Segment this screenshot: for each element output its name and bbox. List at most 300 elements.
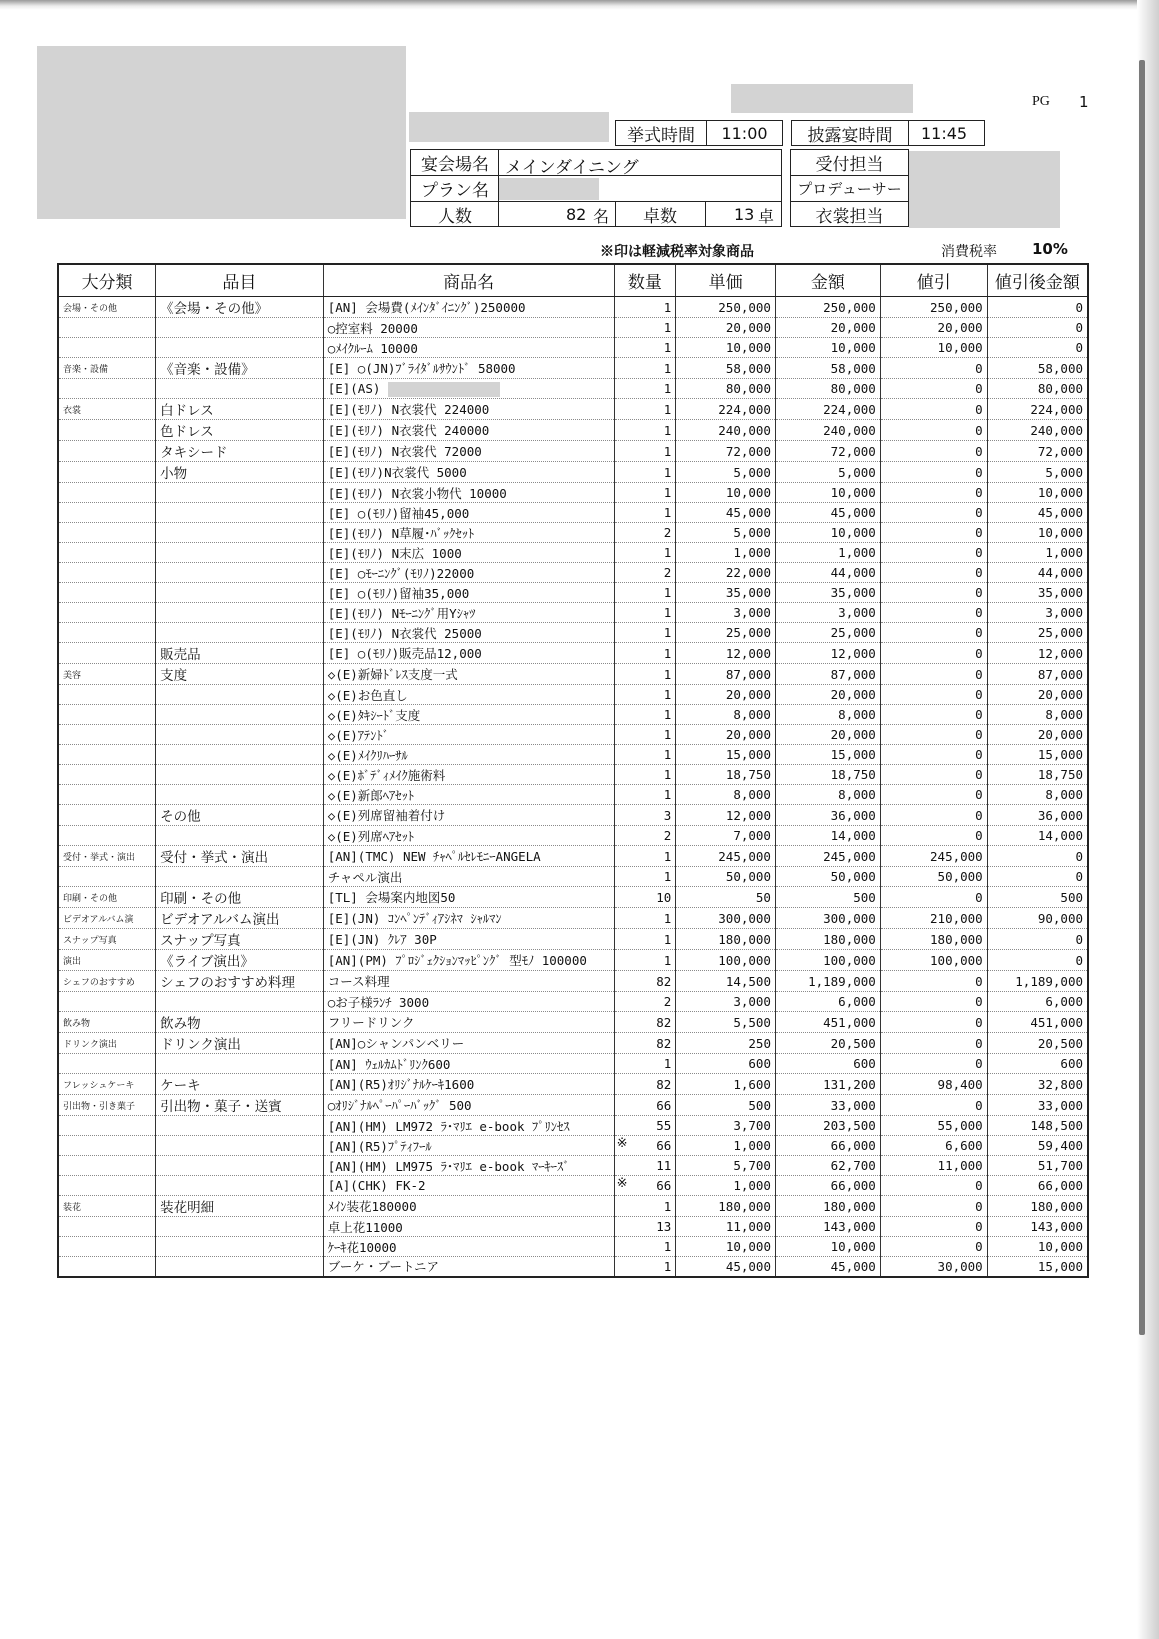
discount-cell-text: 0 — [975, 545, 983, 560]
table-row — [58, 1237, 1088, 1257]
unit-price-cell-text: 58,000 — [725, 360, 771, 376]
item-cell — [156, 826, 324, 846]
ceremony-time-value: 11:00 — [706, 120, 783, 146]
net-amount-cell — [987, 379, 1088, 399]
unit-price-cell — [676, 1176, 776, 1196]
category-cell — [58, 503, 156, 523]
net-amount-cell — [987, 685, 1088, 705]
table-row — [58, 483, 1088, 503]
discount-cell-text: 0 — [975, 485, 983, 500]
unit-price-cell-text: 10,000 — [725, 1239, 771, 1254]
quantity-cell — [614, 805, 676, 826]
item-cell — [156, 1136, 324, 1156]
amount-cell — [775, 462, 880, 483]
amount-cell-text: 20,000 — [830, 320, 876, 335]
amount-cell — [775, 297, 880, 318]
net-amount-cell — [987, 664, 1088, 685]
discount-cell — [880, 338, 987, 358]
reception-time-label: 披露宴時間 — [791, 120, 909, 146]
quantity-cell — [614, 1196, 676, 1217]
net-amount-cell — [987, 908, 1088, 929]
unit-price-cell — [676, 1116, 776, 1136]
quantity-cell — [614, 950, 676, 971]
table-row — [58, 318, 1088, 338]
product-name-cell-text: [E](AS) — [327, 380, 381, 396]
unit-price-cell — [676, 1136, 776, 1156]
amount-cell-text: 14,000 — [830, 828, 876, 843]
item-cell — [156, 603, 324, 623]
table-row — [58, 399, 1088, 420]
unit-price-cell-text: 180,000 — [718, 931, 771, 947]
net-amount-cell-text: 600 — [1060, 1056, 1083, 1071]
table-row — [58, 908, 1088, 929]
discount-cell — [880, 887, 987, 908]
net-amount-cell-text: 35,000 — [1037, 585, 1083, 600]
category-cell — [58, 785, 156, 805]
redacted-vendor-name — [388, 382, 500, 397]
net-amount-cell-text: 32,800 — [1037, 1076, 1083, 1092]
page-label: PG — [1032, 94, 1050, 109]
item-cell-text: 小物 — [160, 466, 188, 482]
unit-price-cell-text: 72,000 — [725, 443, 771, 459]
unit-price-cell — [676, 462, 776, 483]
product-name-cell-text: ◇(E)列席ﾍｱｾｯﾄ — [327, 828, 415, 844]
product-name-cell — [323, 399, 614, 420]
category-cell — [58, 1095, 156, 1116]
category-cell-text: ビデオアルバム演 — [63, 914, 134, 925]
net-amount-cell — [987, 1176, 1088, 1196]
item-cell — [156, 1095, 324, 1116]
item-cell — [156, 503, 324, 523]
net-amount-cell — [987, 805, 1088, 826]
unit-price-cell-text: 35,000 — [725, 585, 771, 600]
product-name-cell — [323, 503, 614, 523]
net-amount-cell — [987, 523, 1088, 543]
unit-price-cell — [676, 950, 776, 971]
product-name-cell-text: [AN](R5)ﾌﾟﾃｨﾌｰﾙ — [327, 1138, 432, 1154]
product-name-cell-text: [E](ﾓﾘﾉ)N衣裳代 5000 — [327, 465, 467, 480]
discount-cell-text: 0 — [975, 605, 983, 620]
quantity-cell — [614, 297, 676, 318]
amount-cell — [775, 805, 880, 826]
discount-cell-text: 210,000 — [930, 910, 983, 926]
unit-price-cell — [676, 1257, 776, 1277]
quantity-cell — [614, 420, 676, 441]
category-cell — [58, 358, 156, 379]
discount-cell — [880, 399, 987, 420]
item-cell-text: その他 — [160, 809, 201, 825]
quantity-cell — [614, 685, 676, 705]
net-amount-cell-text: 8,000 — [1045, 787, 1083, 802]
quantity-cell-text: 82 — [656, 1076, 672, 1092]
product-name-cell — [323, 338, 614, 358]
unit-price-cell-text: 600 — [748, 1056, 771, 1071]
net-amount-cell-text: 1,000 — [1045, 545, 1083, 560]
category-cell — [58, 805, 156, 826]
product-name-cell — [323, 1257, 614, 1277]
unit-price-cell — [676, 441, 776, 462]
product-name-cell-text: [A](CHK) FK-2 — [327, 1178, 426, 1193]
discount-cell — [880, 705, 987, 725]
net-amount-cell — [987, 399, 1088, 420]
table-row — [58, 1074, 1088, 1095]
quantity-cell-text: 1 — [663, 1056, 672, 1071]
unit-price-cell — [676, 1095, 776, 1116]
quantity-cell — [614, 992, 676, 1012]
table-row — [58, 623, 1088, 643]
discount-cell-text: 50,000 — [937, 869, 983, 884]
net-amount-cell-text: 15,000 — [1037, 1258, 1083, 1274]
quantity-cell-text: 1 — [663, 545, 672, 560]
unit-price-cell-text: 250 — [748, 1035, 771, 1051]
producer-label: プロデューサー — [797, 180, 902, 198]
discount-cell-text: 0 — [975, 625, 983, 640]
amount-cell-text: 87,000 — [830, 666, 876, 682]
quantity-cell-text: 2 — [663, 525, 672, 540]
net-amount-cell-text: 44,000 — [1037, 565, 1083, 580]
category-cell — [58, 297, 156, 318]
product-name-cell — [323, 1095, 614, 1116]
amount-cell — [775, 929, 880, 950]
discount-cell-text: 11,000 — [937, 1158, 983, 1173]
net-amount-cell — [987, 725, 1088, 745]
item-cell — [156, 297, 324, 318]
category-cell — [58, 971, 156, 992]
product-name-cell-text: [E](JN) ｸﾚｱ 30P — [327, 932, 437, 947]
product-name-cell-text: ○ﾒｲｸﾙｰﾑ 10000 — [327, 340, 418, 356]
amount-cell — [775, 563, 880, 583]
product-name-cell — [323, 1116, 614, 1136]
discount-cell — [880, 379, 987, 399]
discount-cell — [880, 603, 987, 623]
unit-price-cell — [676, 563, 776, 583]
amount-cell-text: 131,200 — [823, 1076, 876, 1092]
product-name-cell-text: [E] ○(ﾓﾘﾉ)留袖35,000 — [327, 585, 470, 601]
table-row — [58, 338, 1088, 358]
discount-cell — [880, 908, 987, 929]
discount-cell-text: 0 — [975, 422, 983, 438]
quantity-cell-text: 1 — [663, 727, 672, 742]
table-row — [58, 563, 1088, 583]
category-cell-text: 飲み物 — [63, 1018, 91, 1029]
discount-cell — [880, 785, 987, 805]
product-name-cell — [323, 785, 614, 805]
item-cell-text: 印刷・その他 — [160, 891, 242, 907]
category-cell — [58, 399, 156, 420]
redacted-staff-names — [909, 151, 1060, 228]
amount-cell — [775, 1237, 880, 1257]
item-cell — [156, 318, 324, 338]
item-cell-text: シェフのおすすめ料理 — [160, 975, 296, 991]
unit-price-cell — [676, 358, 776, 379]
net-amount-cell — [987, 441, 1088, 462]
amount-cell-text: 20,000 — [830, 727, 876, 742]
product-name-cell — [323, 971, 614, 992]
product-name-cell — [323, 1217, 614, 1237]
amount-cell — [775, 1257, 880, 1277]
table-row — [58, 805, 1088, 826]
quantity-cell — [614, 583, 676, 603]
product-name-cell-text: [TL] 会場案内地図50 — [327, 890, 456, 905]
discount-cell-text: 0 — [975, 1219, 983, 1234]
quantity-cell — [614, 543, 676, 563]
product-name-cell-text: [E] ○(ﾓﾘﾉ)留袖45,000 — [327, 505, 470, 521]
category-cell — [58, 1156, 156, 1176]
quantity-cell — [614, 338, 676, 358]
item-cell — [156, 1156, 324, 1176]
net-amount-cell-text: 59,400 — [1037, 1138, 1083, 1153]
unit-price-cell-text: 8,000 — [733, 787, 771, 802]
guests-count: 82 — [566, 205, 587, 224]
net-amount-cell-text: 20,000 — [1037, 687, 1083, 702]
unit-price-cell-text: 22,000 — [725, 565, 771, 580]
unit-price-cell-text: 20,000 — [725, 320, 771, 335]
table-row — [58, 1136, 1088, 1156]
item-cell — [156, 685, 324, 705]
product-name-cell — [323, 543, 614, 563]
quantity-cell — [614, 523, 676, 543]
quantity-cell — [614, 1074, 676, 1095]
product-name-cell-text: [AN](PM) ﾌﾟﾛｼﾞｪｸｼｮﾝﾏｯﾋﾟﾝｸﾞ 型ﾓﾉ 100000 — [327, 953, 587, 968]
discount-cell-text: 0 — [975, 1239, 983, 1254]
amount-cell — [775, 785, 880, 805]
category-cell — [58, 826, 156, 846]
discount-cell-text: 0 — [975, 585, 983, 600]
quantity-cell-text: 66 — [656, 1097, 672, 1113]
quantity-cell-text: 1 — [663, 787, 672, 802]
net-amount-cell-text: 66,000 — [1037, 1178, 1083, 1193]
amount-cell-text: 62,700 — [830, 1158, 876, 1173]
quantity-cell-text: 2 — [663, 994, 672, 1009]
amount-cell — [775, 867, 880, 887]
category-cell — [58, 1176, 156, 1196]
quantity-cell-text: 1 — [663, 401, 672, 417]
tables-count: 13 — [734, 205, 755, 224]
quantity-cell-text: 1 — [663, 767, 672, 782]
discount-cell — [880, 1095, 987, 1116]
product-name-cell-text: ﾒｲﾝ装花180000 — [327, 1199, 417, 1214]
net-amount-cell — [987, 1217, 1088, 1237]
quantity-cell-text: 1 — [663, 931, 672, 947]
column-header-quantity: 数量 — [614, 264, 676, 297]
quantity-cell-text: 82 — [656, 1014, 672, 1030]
product-name-cell — [323, 929, 614, 950]
amount-cell-text: 600 — [853, 1056, 876, 1071]
quantity-cell-text: 11 — [656, 1158, 672, 1173]
unit-price-cell — [676, 971, 776, 992]
quantity-cell — [614, 1095, 676, 1116]
table-row — [58, 603, 1088, 623]
amount-cell-text: 6,000 — [838, 994, 876, 1009]
discount-cell — [880, 483, 987, 503]
product-name-cell — [323, 1033, 614, 1054]
net-amount-cell — [987, 462, 1088, 483]
discount-cell — [880, 1116, 987, 1136]
discount-cell-text: 55,000 — [937, 1118, 983, 1133]
product-name-cell-text: ○お子様ﾗﾝﾁ 3000 — [327, 994, 430, 1010]
table-row — [58, 1033, 1088, 1054]
quantity-cell — [614, 745, 676, 765]
unit-price-cell-text: 1,000 — [733, 1138, 771, 1153]
net-amount-cell — [987, 503, 1088, 523]
quantity-cell-text: 82 — [656, 1035, 672, 1051]
quantity-cell — [614, 623, 676, 643]
quantity-cell — [614, 867, 676, 887]
unit-price-cell — [676, 503, 776, 523]
discount-cell-text: 10,000 — [937, 340, 983, 355]
amount-cell-text: 33,000 — [830, 1097, 876, 1113]
discount-cell — [880, 623, 987, 643]
product-name-cell-text: ○ｵﾘｼﾞﾅﾙﾍﾟｰﾊﾟｰﾊﾞｯｸﾞ 500 — [327, 1098, 472, 1113]
net-amount-cell-text: 20,000 — [1037, 727, 1083, 742]
unit-price-cell — [676, 543, 776, 563]
table-row — [58, 503, 1088, 523]
product-name-cell-text: ｹｰｷ花10000 — [327, 1239, 397, 1255]
quantity-cell-text: 1 — [663, 747, 672, 762]
quantity-cell — [614, 399, 676, 420]
product-name-cell-text: [E](ﾓﾘﾉ) N草履･ﾊﾞｯｸｾｯﾄ — [327, 525, 475, 541]
net-amount-cell — [987, 1136, 1088, 1156]
discount-cell-text: 0 — [975, 381, 983, 396]
amount-cell — [775, 745, 880, 765]
net-amount-cell — [987, 483, 1088, 503]
net-amount-cell — [987, 971, 1088, 992]
unit-price-cell — [676, 297, 776, 318]
product-name-cell-text: [E] ○ﾓｰﾆﾝｸﾞ(ﾓﾘﾉ)22000 — [327, 565, 475, 581]
category-cell-text: 演出 — [63, 956, 82, 967]
discount-cell-text: 0 — [975, 687, 983, 702]
unit-price-cell-text: 18,750 — [725, 767, 771, 782]
net-amount-cell — [987, 1237, 1088, 1257]
unit-price-cell-text: 1,000 — [733, 1178, 771, 1193]
scan-edge-bar — [1139, 60, 1145, 1335]
item-cell — [156, 1257, 324, 1277]
unit-price-cell — [676, 664, 776, 685]
amount-cell — [775, 483, 880, 503]
net-amount-cell-text: 500 — [1060, 889, 1083, 905]
item-cell — [156, 908, 324, 929]
quantity-cell — [614, 971, 676, 992]
quantity-cell-text: 13 — [656, 1219, 672, 1234]
quantity-cell — [614, 462, 676, 483]
net-amount-cell-text: 0 — [1075, 952, 1083, 968]
unit-price-cell — [676, 929, 776, 950]
item-cell — [156, 765, 324, 785]
product-name-cell — [323, 725, 614, 745]
unit-price-cell — [676, 705, 776, 725]
item-cell — [156, 1196, 324, 1217]
unit-price-cell — [676, 379, 776, 399]
discount-cell-text: 0 — [975, 525, 983, 540]
discount-cell-text: 0 — [975, 787, 983, 802]
discount-cell-text: 0 — [975, 767, 983, 782]
item-cell-text: 《会場・その他》 — [160, 301, 269, 317]
unit-price-cell-text: 14,500 — [725, 973, 771, 989]
unit-price-cell — [676, 992, 776, 1012]
product-name-cell — [323, 1074, 614, 1095]
unit-price-cell — [676, 1012, 776, 1033]
table-row — [58, 1196, 1088, 1217]
amount-cell-text: 45,000 — [830, 1258, 876, 1274]
discount-cell — [880, 971, 987, 992]
item-cell — [156, 705, 324, 725]
amount-cell-text: 180,000 — [823, 1198, 876, 1214]
discount-cell — [880, 664, 987, 685]
product-name-cell-text: [AN](HM) LM975 ﾗ･ﾏﾘｴ e-book ﾏｰｷｰｽﾞ — [327, 1158, 570, 1174]
category-cell — [58, 1136, 156, 1156]
category-cell — [58, 623, 156, 643]
quantity-cell — [614, 765, 676, 785]
item-cell — [156, 338, 324, 358]
item-cell — [156, 441, 324, 462]
net-amount-cell-text: 0 — [1075, 869, 1083, 884]
product-name-cell-text: ◇(E)お色直し — [327, 687, 408, 703]
unit-price-cell-text: 20,000 — [725, 727, 771, 742]
net-amount-cell-text: 180,000 — [1030, 1198, 1083, 1214]
product-name-cell-text: ブーケ・ブートニア — [327, 1259, 439, 1275]
unit-price-cell — [676, 1054, 776, 1074]
category-cell — [58, 379, 156, 399]
product-name-cell-text: ◇(E)ｱﾃﾝﾄﾞ — [327, 727, 390, 743]
quantity-cell — [614, 846, 676, 867]
venue-value: メインダイニング — [505, 158, 639, 178]
tables-label: 卓数 — [643, 206, 677, 227]
table-row — [58, 462, 1088, 483]
discount-cell — [880, 643, 987, 664]
category-cell — [58, 725, 156, 745]
quantity-cell — [614, 664, 676, 685]
quantity-cell — [614, 826, 676, 846]
quantity-cell-text: 1 — [663, 645, 672, 661]
unit-price-cell-text: 20,000 — [725, 687, 771, 702]
table-row — [58, 583, 1088, 603]
unit-price-cell — [676, 685, 776, 705]
discount-cell-text: 0 — [975, 443, 983, 459]
amount-cell — [775, 908, 880, 929]
unit-price-cell-text: 80,000 — [725, 381, 771, 396]
amount-cell-text: 44,000 — [830, 565, 876, 580]
net-amount-cell — [987, 765, 1088, 785]
category-cell — [58, 643, 156, 664]
quantity-cell — [614, 563, 676, 583]
amount-cell-text: 245,000 — [823, 848, 876, 864]
net-amount-cell — [987, 543, 1088, 563]
quantity-cell — [614, 379, 676, 399]
item-cell — [156, 1033, 324, 1054]
net-amount-cell-text: 18,750 — [1037, 767, 1083, 782]
item-cell — [156, 623, 324, 643]
product-name-cell-text: フリードリンク — [327, 1015, 415, 1030]
quantity-cell — [614, 1054, 676, 1074]
item-cell — [156, 664, 324, 685]
unit-price-cell-text: 250,000 — [718, 299, 771, 315]
unit-price-cell-text: 10,000 — [725, 340, 771, 355]
item-cell — [156, 950, 324, 971]
net-amount-cell-text: 3,000 — [1045, 605, 1083, 620]
item-cell — [156, 992, 324, 1012]
amount-cell-text: 10,000 — [830, 1239, 876, 1254]
item-cell — [156, 1054, 324, 1074]
redacted-logo-block — [37, 46, 406, 219]
amount-cell — [775, 685, 880, 705]
table-row — [58, 887, 1088, 908]
item-cell — [156, 971, 324, 992]
net-amount-cell — [987, 826, 1088, 846]
product-name-cell — [323, 523, 614, 543]
table-row — [58, 441, 1088, 462]
page-number: 1 — [1079, 93, 1089, 111]
category-cell-text: ドリンク演出 — [63, 1039, 117, 1050]
